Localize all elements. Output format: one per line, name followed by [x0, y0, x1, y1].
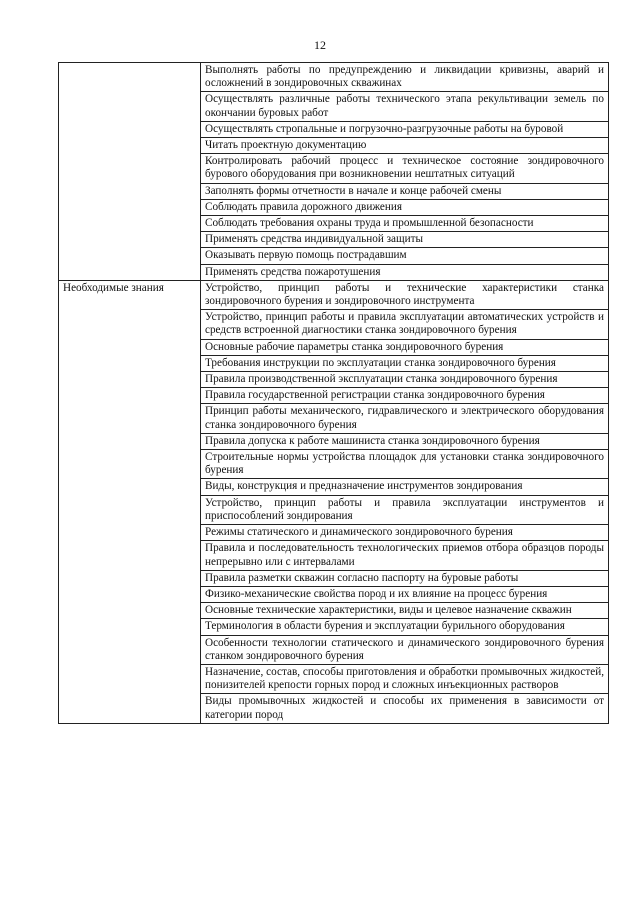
table-row [59, 280, 609, 309]
knowledge-section-item: Правила и последовательность технологических приемов отбора образцов породы непрерывно или с интервалами [201, 541, 609, 570]
knowledge-section-item: Основные технические характеристики, виды и целевое назначение скважин [201, 603, 609, 619]
knowledge-section-item: Терминология в области бурения и эксплуатации бурильного оборудования [201, 619, 609, 635]
knowledge-section-item: Виды промывочных жидкостей и способы их применения в зависимости от категории пород [201, 694, 609, 723]
knowledge-section-item: Устройство, принцип работы и правила эксплуатации автоматических устройств и средств встроенной диагностики станка зондировочного бурения [201, 310, 609, 339]
skills-section-item: Соблюдать правила дорожного движения [201, 199, 609, 215]
knowledge-section-item: Особенности технологии статического и динамического зондировочного бурения станком зондировочного бурения [201, 635, 609, 664]
knowledge-section-item: Строительные нормы устройства площадок для установки станка зондировочного бурения [201, 450, 609, 479]
knowledge-section-item: Устройство, принцип работы и правила эксплуатации инструментов и приспособлений зондирования [201, 495, 609, 524]
skills-section-item: Применять средства индивидуальной защиты [201, 232, 609, 248]
skills-section-item: Читать проектную документацию [201, 138, 609, 154]
skills-section-item: Соблюдать требования охраны труда и промышленной безопасности [201, 216, 609, 232]
skills-section-item: Выполнять работы по предупреждению и ликвидации кривизны, аварий и осложнений в зондировочных скважинах [201, 63, 609, 92]
skills-section-item: Осуществлять различные работы технического этапа рекультивации земель по окончании буровых работ [201, 92, 609, 121]
skills-section-item: Осуществлять стропальные и погрузочно-разгрузочные работы на буровой [201, 121, 609, 137]
knowledge-section-item: Режимы статического и динамического зондировочного бурения [201, 525, 609, 541]
knowledge-section-item: Назначение, состав, способы приготовления и обработки промывочных жидкостей, понизителей крепости горных пород и сложных инъекционных растворов [201, 664, 609, 693]
knowledge-section-item: Устройство, принцип работы и технические характеристики станка зондировочного бурения и зондировочного инструмента [201, 280, 609, 309]
knowledge-section-label: Необходимые знания [59, 280, 201, 723]
knowledge-section-item: Физико-механические свойства пород и их влияние на процесс бурения [201, 586, 609, 602]
skills-section-item: Заполнять формы отчетности в начале и конце рабочей смены [201, 183, 609, 199]
skills-section-label [59, 63, 201, 281]
knowledge-section-item: Правила разметки скважин согласно паспорту на буровые работы [201, 570, 609, 586]
knowledge-section-item: Виды, конструкция и предназначение инструментов зондирования [201, 479, 609, 495]
table-body [59, 63, 609, 724]
knowledge-section-item: Правила допуска к работе машиниста станка зондировочного бурения [201, 433, 609, 449]
skills-section-item: Оказывать первую помощь пострадавшим [201, 248, 609, 264]
table-row [59, 63, 609, 92]
knowledge-section-item: Принцип работы механического, гидравлического и электрического оборудования станка зондировочного бурения [201, 404, 609, 433]
knowledge-section-item: Основные рабочие параметры станка зондировочного бурения [201, 339, 609, 355]
knowledge-section-item: Правила государственной регистрации станка зондировочного бурения [201, 388, 609, 404]
competency-table [58, 62, 609, 724]
page-number: 12 [314, 38, 326, 52]
skills-section-item: Контролировать рабочий процесс и техническое состояние зондировочного бурового оборудования при возникновении нештатных ситуаций [201, 154, 609, 183]
knowledge-section-item: Правила производственной эксплуатации станка зондировочного бурения [201, 372, 609, 388]
knowledge-section-item: Требования инструкции по эксплуатации станка зондировочного бурения [201, 355, 609, 371]
skills-section-item: Применять средства пожаротушения [201, 264, 609, 280]
